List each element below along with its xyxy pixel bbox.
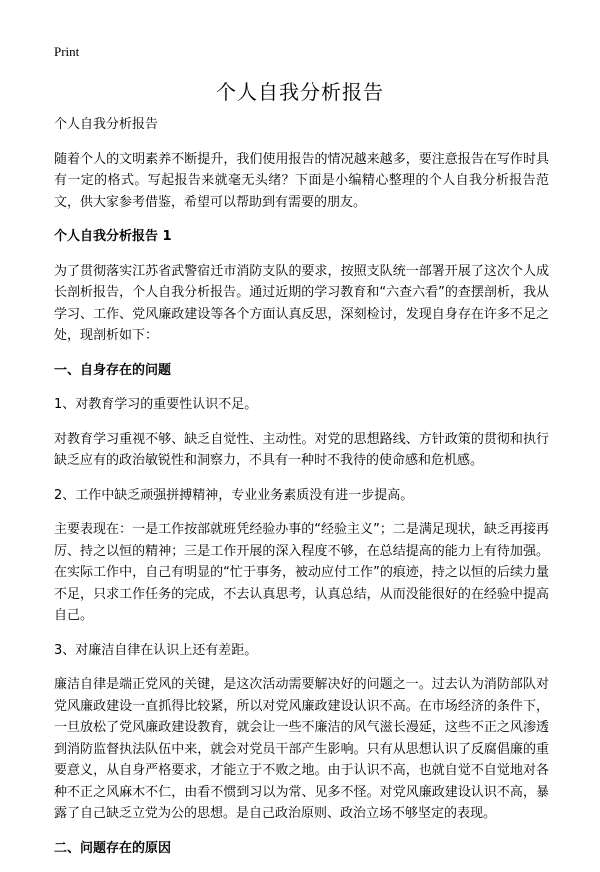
item-1-body: 对教育学习重视不够、缺乏自觉性、主动性。对党的思想路线、方针政策的贯彻和执行缺乏应有的政治敏锐性和洞察力，不具有一种时不我待的使命感和危机感。 (54, 431, 549, 468)
intro-paragraph: 随着个人的文明素养不断提升，我们使用报告的情况越来越多，要注意报告在写作时具有一定的格式。写起报告来就毫无头绪？下面是小编精心整理的个人自我分析报告范文，供大家参考借鉴，希望可以帮助到有需要的朋友。 (54, 151, 549, 210)
section-intro-paragraph: 为了贯彻落实江苏省武警宿迁市消防支队的要求，按照支队统一部署开展了这次个人成长剖析报告，个人自我分析报告。通过近期的学习教育和“六查六看”的查摆剖析，我从学习、工作、党风廉政建设等各个方面认真反思，深刻检讨，发现自身存在许多不足之处，现剖析如下： (54, 263, 549, 343)
item-3-body: 廉洁自律是端正党风的关键，是这次活动需要解决好的问题之一。过去认为消防部队对党风廉政建设一直抓得比较紧，所以对党风廉政建设认识不高。在市场经济的条件下，一旦放松了党风廉政建设教育，就会让一些不廉洁的风气滋长漫延，这些不正之风渗透到消防监督执法队伍中来，就会对党员干部产生影响。只有从思想认识了反腐倡廉的重要意义，从自身严格要求，才能立于不败之地。由于认识不高，也就自觉不自觉地对各种不正之风麻木不仁，由看不惯到习以为常、见多不怪。对党风廉政建设认识不高，暴露了自己缺乏立党为公的思想。是自己政治原则、政治立场不够坚定的表现。 (54, 677, 549, 821)
item-1-title: 1、对教育学习的重要性认识不足。 (54, 397, 258, 412)
document-title: 个人自我分析报告 (216, 80, 384, 104)
document-subtitle: 个人自我分析报告 (54, 117, 159, 132)
document-body (54, 114, 549, 872)
print-link[interactable]: Print (54, 44, 80, 59)
item-2-title: 2、工作中缺乏顽强拼搏精神，专业业务素质没有进一步提高。 (54, 487, 414, 503)
heading-problems: 一、自身存在的问题 (54, 362, 172, 378)
section-title: 个人自我分析报告 1 (54, 229, 172, 244)
heading-causes: 二、问题存在的原因 (54, 840, 172, 856)
item-2-body: 主要表现在：一是工作按部就班凭经验办事的“经验主义”；二是满足现状，缺乏再接再厉、持之以恒的精神；三是工作开展的深入程度不够，在总结提高的能力上有待加强。在实际工作中，自己有明显的“忙于事务，被动应付工作”的痕迹，持之以恒的后续力量不足，只求工作任务的完成，不去认真思考，认真总结，从而没能很好的在经验中提高自己。 (54, 522, 549, 623)
item-3-title: 3、对廉洁自律在认识上还有差距。 (54, 642, 258, 658)
